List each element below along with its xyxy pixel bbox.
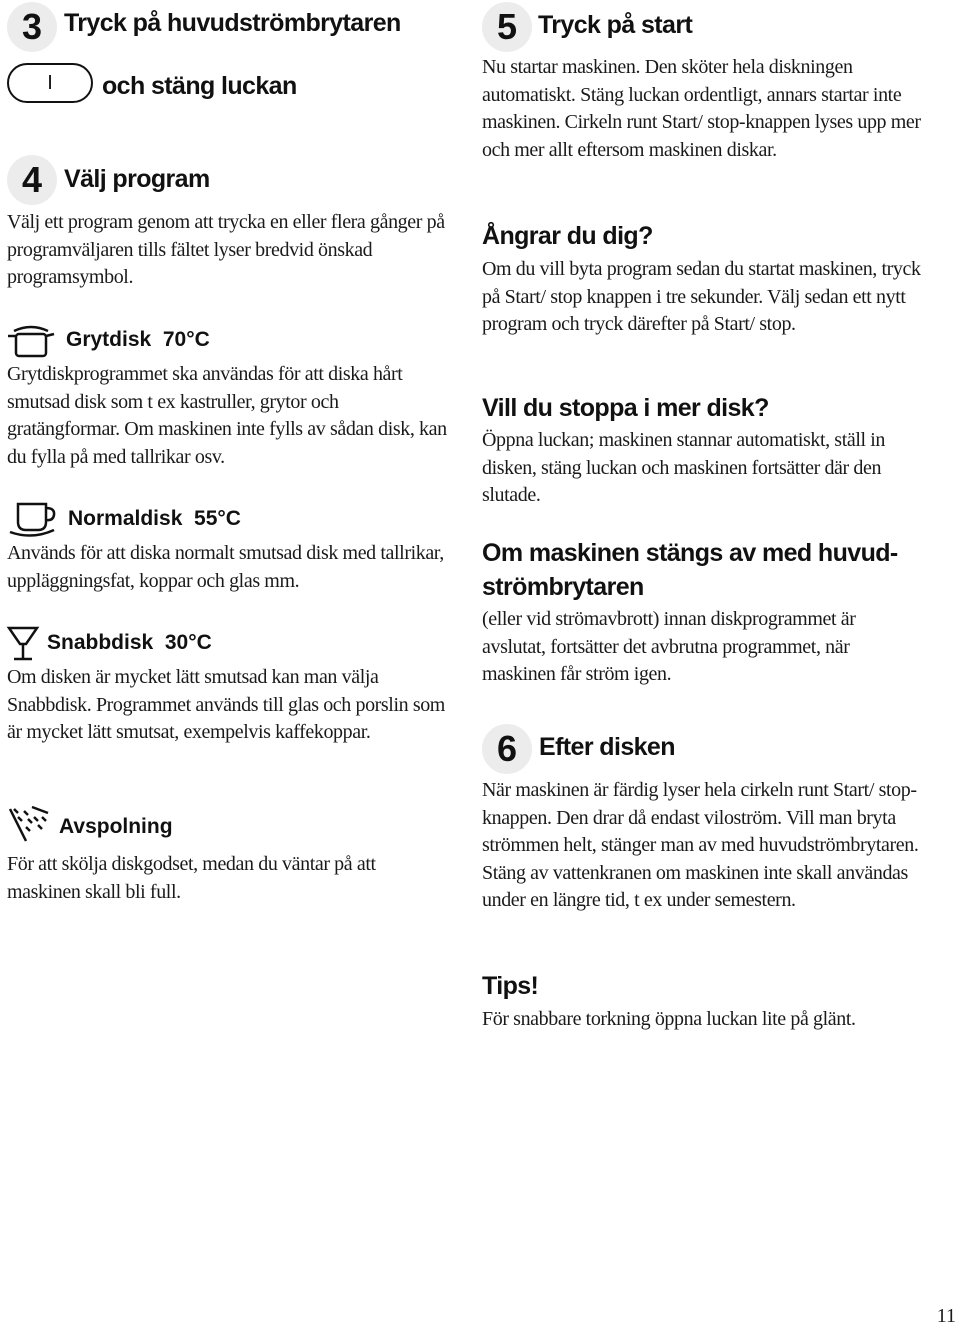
program-grytdisk-title [66, 328, 210, 352]
step-number-4: 4 [7, 155, 57, 205]
program-name: Grytdisk [66, 328, 152, 351]
power-switch-icon [7, 63, 93, 103]
step-3-subtitle: och stäng luckan [102, 72, 297, 100]
step-5-text: Nu startar maskinen. Den sköter hela diskningen automatiskt. Stäng luckan ordentligt, annars startar inte maskinen. Cirkeln runt Start/ stop-knappen lyses upp mer och mer allt eftersom maskinen diskar. [482, 56, 921, 161]
step-number-3: 3 [7, 2, 57, 52]
power-off-text: (eller vid strömavbrott) innan diskprogrammet är avslutat, fortsätter det avbrutna programmet, när maskinen får ström igen. [482, 608, 856, 686]
power-switch-symbol: I [47, 71, 53, 94]
program-normaldisk-text: Används för att diska normalt smutsad disk med tallrikar, uppläggningsfat, koppar och glas mm. [7, 542, 444, 592]
step-6-title: Efter disken [539, 733, 675, 761]
tips-heading: Tips! [482, 972, 539, 1000]
program-name: Normaldisk [68, 507, 183, 530]
program-grytdisk-text: Grytdiskprogrammet ska användas för att diska hårt smutsad disk som t ex kastruller, grytor och gratängformar. Om maskinen inte fylls av sådan disk, kan du fylla på med tallrikar osv. [7, 363, 447, 468]
step-5-title: Tryck på start [538, 11, 693, 39]
program-temp: 30°C [164, 631, 212, 654]
pot-icon [6, 322, 56, 360]
rinse-spray-icon [6, 805, 50, 843]
step-4-title: Välj program [64, 165, 210, 193]
program-avspolning-title: Avspolning [59, 815, 173, 838]
program-name: Snabbdisk [47, 631, 154, 654]
page-number: 11 [936, 1305, 956, 1327]
regret-heading: Ångrar du dig? [482, 222, 653, 250]
program-temp: 55°C [194, 507, 241, 530]
tips-text: För snabbare torkning öppna luckan lite på glänt. [482, 1008, 856, 1030]
regret-text: Om du vill byta program sedan du startat maskinen, tryck på Start/ stop knappen i tre sekunder. Välj sedan ett nytt program och tryck därefter på Start/ stop. [482, 258, 921, 336]
step-number-5: 5 [482, 2, 532, 52]
power-off-heading-line1: Om maskinen stängs av med huvud- [482, 539, 898, 567]
program-snabbdisk-title [47, 631, 212, 655]
step-4-text: Välj ett program genom att trycka en eller flera gånger på programväljaren tills fältet lyser bredvid önskad programsymbol. [7, 211, 445, 289]
more-dishes-heading: Vill du stoppa i mer disk? [482, 394, 769, 422]
program-temp: 70°C [162, 328, 210, 351]
program-avspolning-text: För att skölja diskgodset, medan du väntar på att maskinen skall bli full. [7, 853, 376, 903]
more-dishes-text: Öppna luckan; maskinen stannar automatiskt, ställ in disken, stäng luckan och maskinen fortsätter där den slutade. [482, 429, 885, 507]
power-off-heading-line2: strömbrytaren [482, 573, 644, 601]
power-off-heading [482, 536, 922, 604]
cup-plate-icon [8, 500, 58, 538]
step-6-text: När maskinen är färdig lyser hela cirkeln runt Start/ stop-knappen. Den drar då endast viloström. Vill man bryta strömmen helt, stänger man av med huvudströmbrytaren. Stäng av vattenkranen om maskinen inte skall användas under en längre tid, t ex under semestern. [482, 779, 919, 912]
program-normaldisk-title [68, 507, 241, 531]
program-snabbdisk-text: Om disken är mycket lätt smutsad kan man välja Snabbdisk. Programmet används till glas och porslin som är mycket lätt smutsat, exempelvis kaffekoppar. [7, 666, 445, 744]
step-3-title: Tryck på huvudströmbrytaren [64, 9, 401, 37]
glass-icon [6, 624, 40, 664]
step-number-6: 6 [482, 724, 532, 774]
